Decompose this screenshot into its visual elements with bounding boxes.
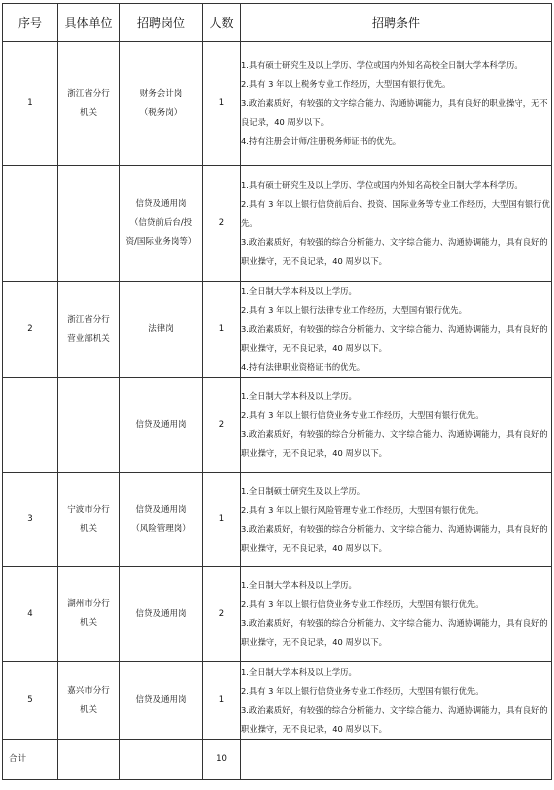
- cell-post: [120, 42, 203, 166]
- cell-count: 1: [203, 662, 241, 740]
- unit-line: 机关: [79, 618, 97, 628]
- header-no: 序号: [3, 4, 58, 42]
- condition-line: 1.全日制大学本科及以上学历。: [241, 580, 357, 590]
- cell-post: [120, 662, 203, 740]
- cell-post: [120, 166, 203, 282]
- table-row: [3, 282, 552, 378]
- post-line: 信贷及通用岗: [135, 504, 187, 515]
- unit-line: 营业部机关: [67, 333, 110, 344]
- condition-line: 3.政治素质好，有较强的综合分析能力、文字综合能力、沟通协调能力，具有良好的职业操守，无不良记录，40 周岁以下。: [241, 237, 548, 266]
- condition-line: 3.政治素质好，有较强的综合分析能力、文字综合能力、沟通协调能力，具有良好的职业操守，无不良记录，40 周岁以下。: [241, 704, 548, 734]
- condition-line: 1.全日制大学本科及以上学历。: [241, 391, 357, 401]
- condition-line: 2.具有 3 年以上税务专业工作经历，大型国有银行优先。: [241, 79, 451, 89]
- cell-unit: [58, 662, 120, 740]
- condition-line: 2.具有 3 年以上银行信贷业务专业工作经历，大型国有银行优先。: [241, 410, 484, 420]
- cell-conditions: [241, 166, 552, 282]
- total-label: 合计: [3, 740, 58, 780]
- post-line: （风险管理岗）: [131, 523, 191, 534]
- header-conditions: 招聘条件: [241, 4, 552, 42]
- condition-line: 3.政治素质好，有较强的综合分析能力、文字综合能力、沟通协调能力，具有良好的职业操守，无不良记录，40 周岁以下。: [241, 324, 548, 353]
- total-count: 10: [203, 740, 241, 780]
- cell-conditions: [241, 378, 552, 473]
- cell-no: 4: [3, 567, 58, 662]
- condition-line: 4.持有注册会计师/注册税务师证书的优先。: [241, 136, 402, 146]
- cell-count: 2: [203, 567, 241, 662]
- header-unit: 具体单位: [58, 4, 120, 42]
- table-row: [3, 662, 552, 740]
- cell-count: 1: [203, 282, 241, 378]
- cell-no: [3, 166, 58, 282]
- header-count: 人数: [203, 4, 241, 42]
- table-row: [3, 166, 552, 282]
- table-body: [3, 42, 552, 740]
- cell-unit: [58, 473, 120, 567]
- unit-line: 浙江省分行: [67, 88, 110, 99]
- cell-post: [120, 567, 203, 662]
- cell-count: 1: [203, 473, 241, 567]
- cell-no: 3: [3, 473, 58, 567]
- unit-line: 宁波市分行: [67, 504, 110, 515]
- cell-no: 1: [3, 42, 58, 166]
- post-line: 信贷及通用岗: [135, 419, 187, 430]
- table-row: [3, 42, 552, 166]
- cell-post: [120, 378, 203, 473]
- post-line: 信贷及通用岗: [135, 695, 187, 705]
- total-post-empty: [120, 740, 203, 780]
- cell-unit: [58, 378, 120, 473]
- cell-conditions: [241, 567, 552, 662]
- cell-count: 2: [203, 378, 241, 473]
- total-unit-empty: [58, 740, 120, 780]
- condition-line: 1.全日制硕士研究生及以上学历。: [241, 485, 366, 496]
- total-row: [3, 740, 552, 780]
- cell-unit: [58, 567, 120, 662]
- post-line: 法律岗: [148, 324, 174, 334]
- condition-line: 1.具有硕士研究生及以上学历、学位或国内外知名高校全日制大学本科学历。: [241, 180, 523, 190]
- condition-line: 1.具有硕士研究生及以上学历、学位或国内外知名高校全日制大学本科学历。: [241, 60, 523, 70]
- condition-line: 2.具有 3 年以上银行风险管理专业工作经历，大型国有银行优先。: [241, 504, 484, 515]
- condition-line: 1.全日制大学本科及以上学历。: [241, 286, 357, 296]
- condition-line: 2.具有 3 年以上银行法律专业工作经历，大型国有银行优先。: [241, 305, 467, 315]
- post-line: 信贷及通用岗: [135, 608, 187, 619]
- condition-line: 3.政治素质好，有较强的综合分析能力、文字综合能力、沟通协调能力，具有良好的职业操守，无不良记录，40 周岁以下。: [241, 429, 548, 458]
- post-line: 资/国际业务岗等）: [125, 237, 197, 247]
- condition-line: 2.具有 3 年以上银行信贷业务专业工作经历，大型国有银行优先。: [241, 599, 484, 609]
- condition-line: 3.政治素质好，有较强的综合分析能力、文字综合能力、沟通协调能力，具有良好的职业操守，无不良记录，40 周岁以下。: [241, 618, 548, 647]
- post-line: （信贷前后台/投: [129, 218, 193, 228]
- condition-line: 3.政治素质好，有较强的综合分析能力、文字综合能力、沟通协调能力，具有良好的职业操守，无不良记录，40 周岁以下。: [241, 523, 548, 553]
- cell-unit: [58, 282, 120, 378]
- unit-line: 机关: [79, 704, 97, 715]
- condition-line: 4.持有法律职业资格证书的优先。: [241, 362, 366, 372]
- header-row: [3, 4, 552, 42]
- condition-line: 1.全日制大学本科及以上学历。: [241, 666, 357, 677]
- cell-no: 2: [3, 282, 58, 378]
- total-cond-empty: [241, 740, 552, 780]
- recruitment-table: [2, 3, 552, 780]
- cell-post: [120, 282, 203, 378]
- table-row: [3, 567, 552, 662]
- header-post: 招聘岗位: [120, 4, 203, 42]
- cell-conditions: [241, 282, 552, 378]
- cell-post: [120, 473, 203, 567]
- table-row: [3, 378, 552, 473]
- cell-conditions: [241, 662, 552, 740]
- cell-count: 2: [203, 166, 241, 282]
- table-row: [3, 473, 552, 567]
- unit-line: 湖州市分行: [67, 599, 110, 609]
- unit-line: 嘉兴市分行: [67, 685, 110, 696]
- unit-line: 浙江省分行: [67, 314, 110, 325]
- cell-count: 1: [203, 42, 241, 166]
- condition-line: 2.具有 3 年以上银行信贷前后台、投资、国际业务等专业工作经历，大型国有银行优先。: [241, 199, 550, 228]
- cell-unit: [58, 42, 120, 166]
- cell-no: 5: [3, 662, 58, 740]
- unit-line: 机关: [79, 107, 97, 118]
- condition-line: 3.政治素质好，有较强的文字综合能力、沟通协调能力，具有良好的职业操守，无不良记录，40 周岁以下。: [241, 98, 548, 127]
- post-line: 信贷及通用岗: [135, 199, 187, 209]
- cell-conditions: [241, 473, 552, 567]
- cell-conditions: [241, 42, 552, 166]
- condition-line: 2.具有 3 年以上银行信贷业务专业工作经历，大型国有银行优先。: [241, 685, 484, 696]
- post-line: 财务会计岗: [139, 88, 183, 99]
- unit-line: 机关: [79, 523, 97, 534]
- cell-no: [3, 378, 58, 473]
- cell-unit: [58, 166, 120, 282]
- post-line: （税务岗）: [139, 107, 183, 118]
